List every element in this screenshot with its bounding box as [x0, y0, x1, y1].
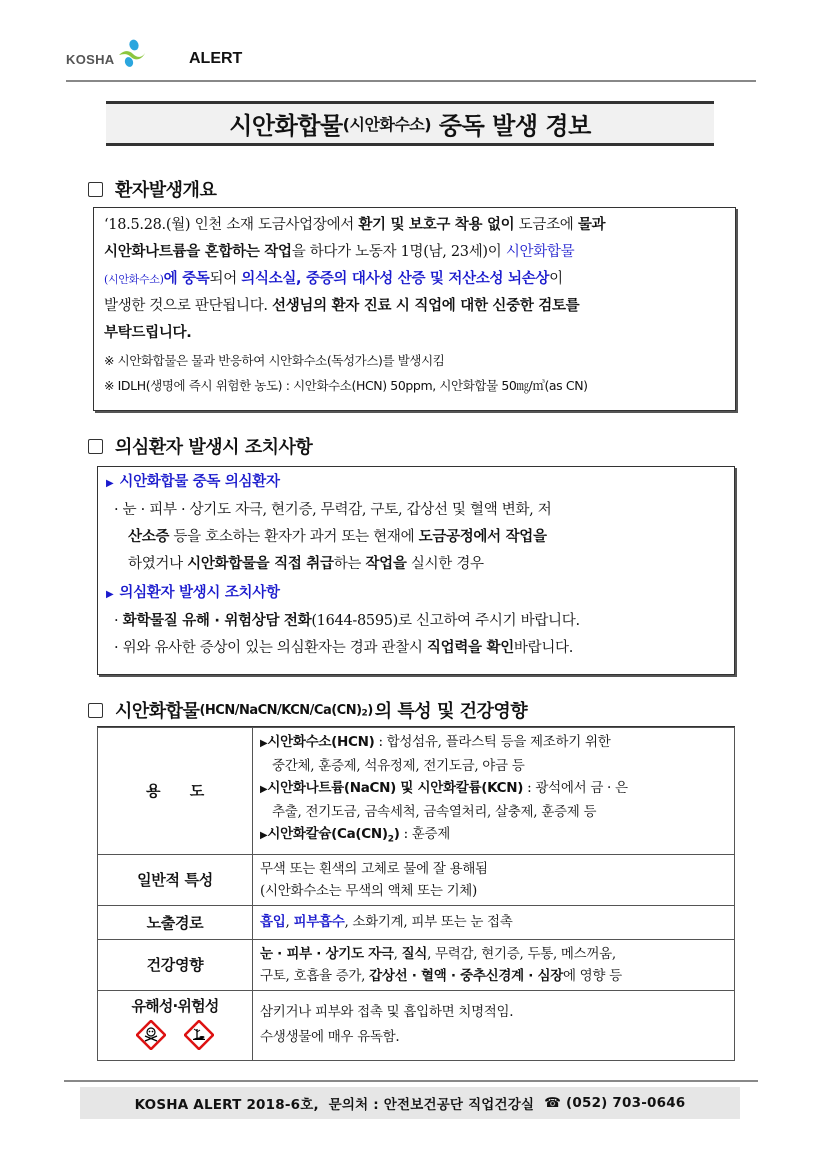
subheading-suspected-patient: ▶ 시안화합물 중독 의심환자: [106, 474, 280, 490]
footer-divider: [64, 1080, 758, 1082]
section-heading-properties: 시안화합물 (HCN/NaCN/KCN/Ca(CN) $_2$ ) 의 특성 및 건강영향: [88, 697, 527, 723]
table-row-usage: [98, 728, 735, 855]
value-hazard: 삼키거나 피부와 접촉 및 흡입하면 치명적임. 수생생물에 매우 유독함.: [253, 990, 735, 1060]
section-heading-patient-overview: [88, 176, 216, 202]
note-idlh: ※ IDLH(생명에 즉시 위험한 농도) : 시안화수소(HCN) 50ppm, 시안화합물 50㎎/㎥(as CN): [104, 378, 588, 393]
patient-overview-box: [93, 207, 736, 411]
text-line: 시안화나트륨을 혼합하는 작업을 하다가 노동자 1명(남, 23세)이 시안화합물: [104, 244, 575, 260]
text-line: 하였거나 시안화합물을 직접 취급하는 작업을 실시한 경우: [128, 556, 484, 572]
value-health: 눈 · 피부 · 상기도 자극, 질식, 무력감, 현기증, 두통, 메스꺼움, 구토, 호흡율 증가, 갑상선 · 혈액 · 중추신경계 · 심장에 영향 등: [253, 939, 735, 990]
text-line: · 화학물질 유해 · 위험상담 전화(1644-8595)로 신고하여 주시기 바랍니다.: [114, 613, 580, 629]
overview-paragraph: [104, 212, 735, 347]
table-row-exposure: [98, 905, 735, 939]
checkbox-square-icon: [88, 703, 103, 718]
page-title: [106, 101, 714, 146]
subheading-actions: ▶ 의심환자 발생시 조치사항: [106, 585, 280, 601]
overview-notes: [104, 348, 735, 398]
text-line: 발생한 것으로 판단됩니다. 선생님의 환자 진료 시 직업에 대한 신중한 검토를: [104, 298, 580, 314]
checkbox-square-icon: [88, 439, 103, 454]
page-footer: KOSHA ALERT 2018-6호, 문의처 : 안전보건공단 직업건강실 ☎ (052) 703-0646: [80, 1087, 740, 1119]
triangle-right-icon: ▶: [106, 589, 114, 600]
text-line: 산소증 등을 호소하는 환자가 과거 또는 현재에 도금공정에서 작업을: [128, 529, 547, 545]
actions-box: [97, 466, 735, 675]
value-usage: ▶시안화수소(HCN) : 합성섬유, 플라스틱 등을 제조하기 위한 중간체, 훈증제, 석유정제, 전기도금, 야금 등 ▶시안화나트륨(NaCN) 및 시안화칼륨(KCN) : 광석에서 금 · 은 추출, 전기도금, 금속세척, 금속열처리, 살충제, 훈증제 등 ▶시안화칼슘$(Ca(CN)_2)$ : 훈증제: [253, 728, 735, 855]
section-heading-text: 환자발생개요: [115, 180, 217, 201]
label-usage: 용 도: [98, 728, 253, 855]
title-main-1: 시안화합물: [229, 112, 343, 140]
section-heading-text: 의심환자 발생시 조치사항: [115, 437, 313, 458]
brand-kosha: KOSHA: [66, 52, 115, 67]
properties-table: [97, 727, 735, 1061]
skull-crossbones-icon: [136, 1020, 166, 1050]
table-row-health: [98, 939, 735, 990]
text-line: ‘18.5.28.(월) 인천 소재 도금사업장에서 환기 및 보호구 착용 없이 도금조에 물과: [104, 217, 606, 233]
kosha-logo-icon: [115, 38, 147, 68]
text-line: · 눈 · 피부 · 상기도 자극, 현기증, 무력감, 구토, 갑상선 및 혈액 변화, 저: [114, 502, 552, 518]
title-main-2: 중독 발생 경보: [431, 112, 591, 140]
label-exposure: 노출경로: [98, 905, 253, 939]
title-sub: (시안화수소): [342, 115, 432, 134]
label-hazard: 유해성·위험성: [98, 990, 253, 1060]
text-line: · 위와 유사한 증상이 있는 의심환자는 경과 관찰시 직업력을 확인바랍니다.: [114, 640, 574, 656]
page-header: [66, 32, 756, 78]
suspected-patient-criteria: [106, 497, 734, 578]
table-row-hazard: [98, 990, 735, 1060]
value-exposure: 흡입, 피부흡수, 소화기계, 피부 또는 눈 접촉: [253, 905, 735, 939]
section-heading-actions: [88, 433, 312, 459]
value-general: 무색 또는 흰색의 고체로 물에 잘 용해됨 (시안화수소는 무색의 액체 또는 기체): [253, 854, 735, 905]
text-line: (시안화수소)에 중독되어 의식소실, 중증의 대사성 산증 및 저산소성 뇌손상이: [104, 271, 563, 287]
header-divider: [66, 80, 756, 82]
label-general: 일반적 특성: [98, 854, 253, 905]
label-health: 건강영향: [98, 939, 253, 990]
note-reaction: ※ 시안화합물은 물과 반응하여 시안화수소(독성가스)를 발생시킴: [104, 353, 445, 368]
brand-alert: ALERT: [189, 50, 243, 67]
text-line: 부탁드립니다.: [104, 325, 192, 341]
footer-phone: (052) 703-0646: [561, 1095, 686, 1111]
phone-icon: ☎: [544, 1095, 562, 1111]
triangle-right-icon: ▶: [106, 478, 114, 489]
checkbox-square-icon: [88, 182, 103, 197]
action-instructions: [106, 608, 734, 662]
table-row-general: [98, 854, 735, 905]
ghs-pictograms: [98, 1020, 252, 1054]
environment-hazard-icon: [184, 1020, 214, 1050]
